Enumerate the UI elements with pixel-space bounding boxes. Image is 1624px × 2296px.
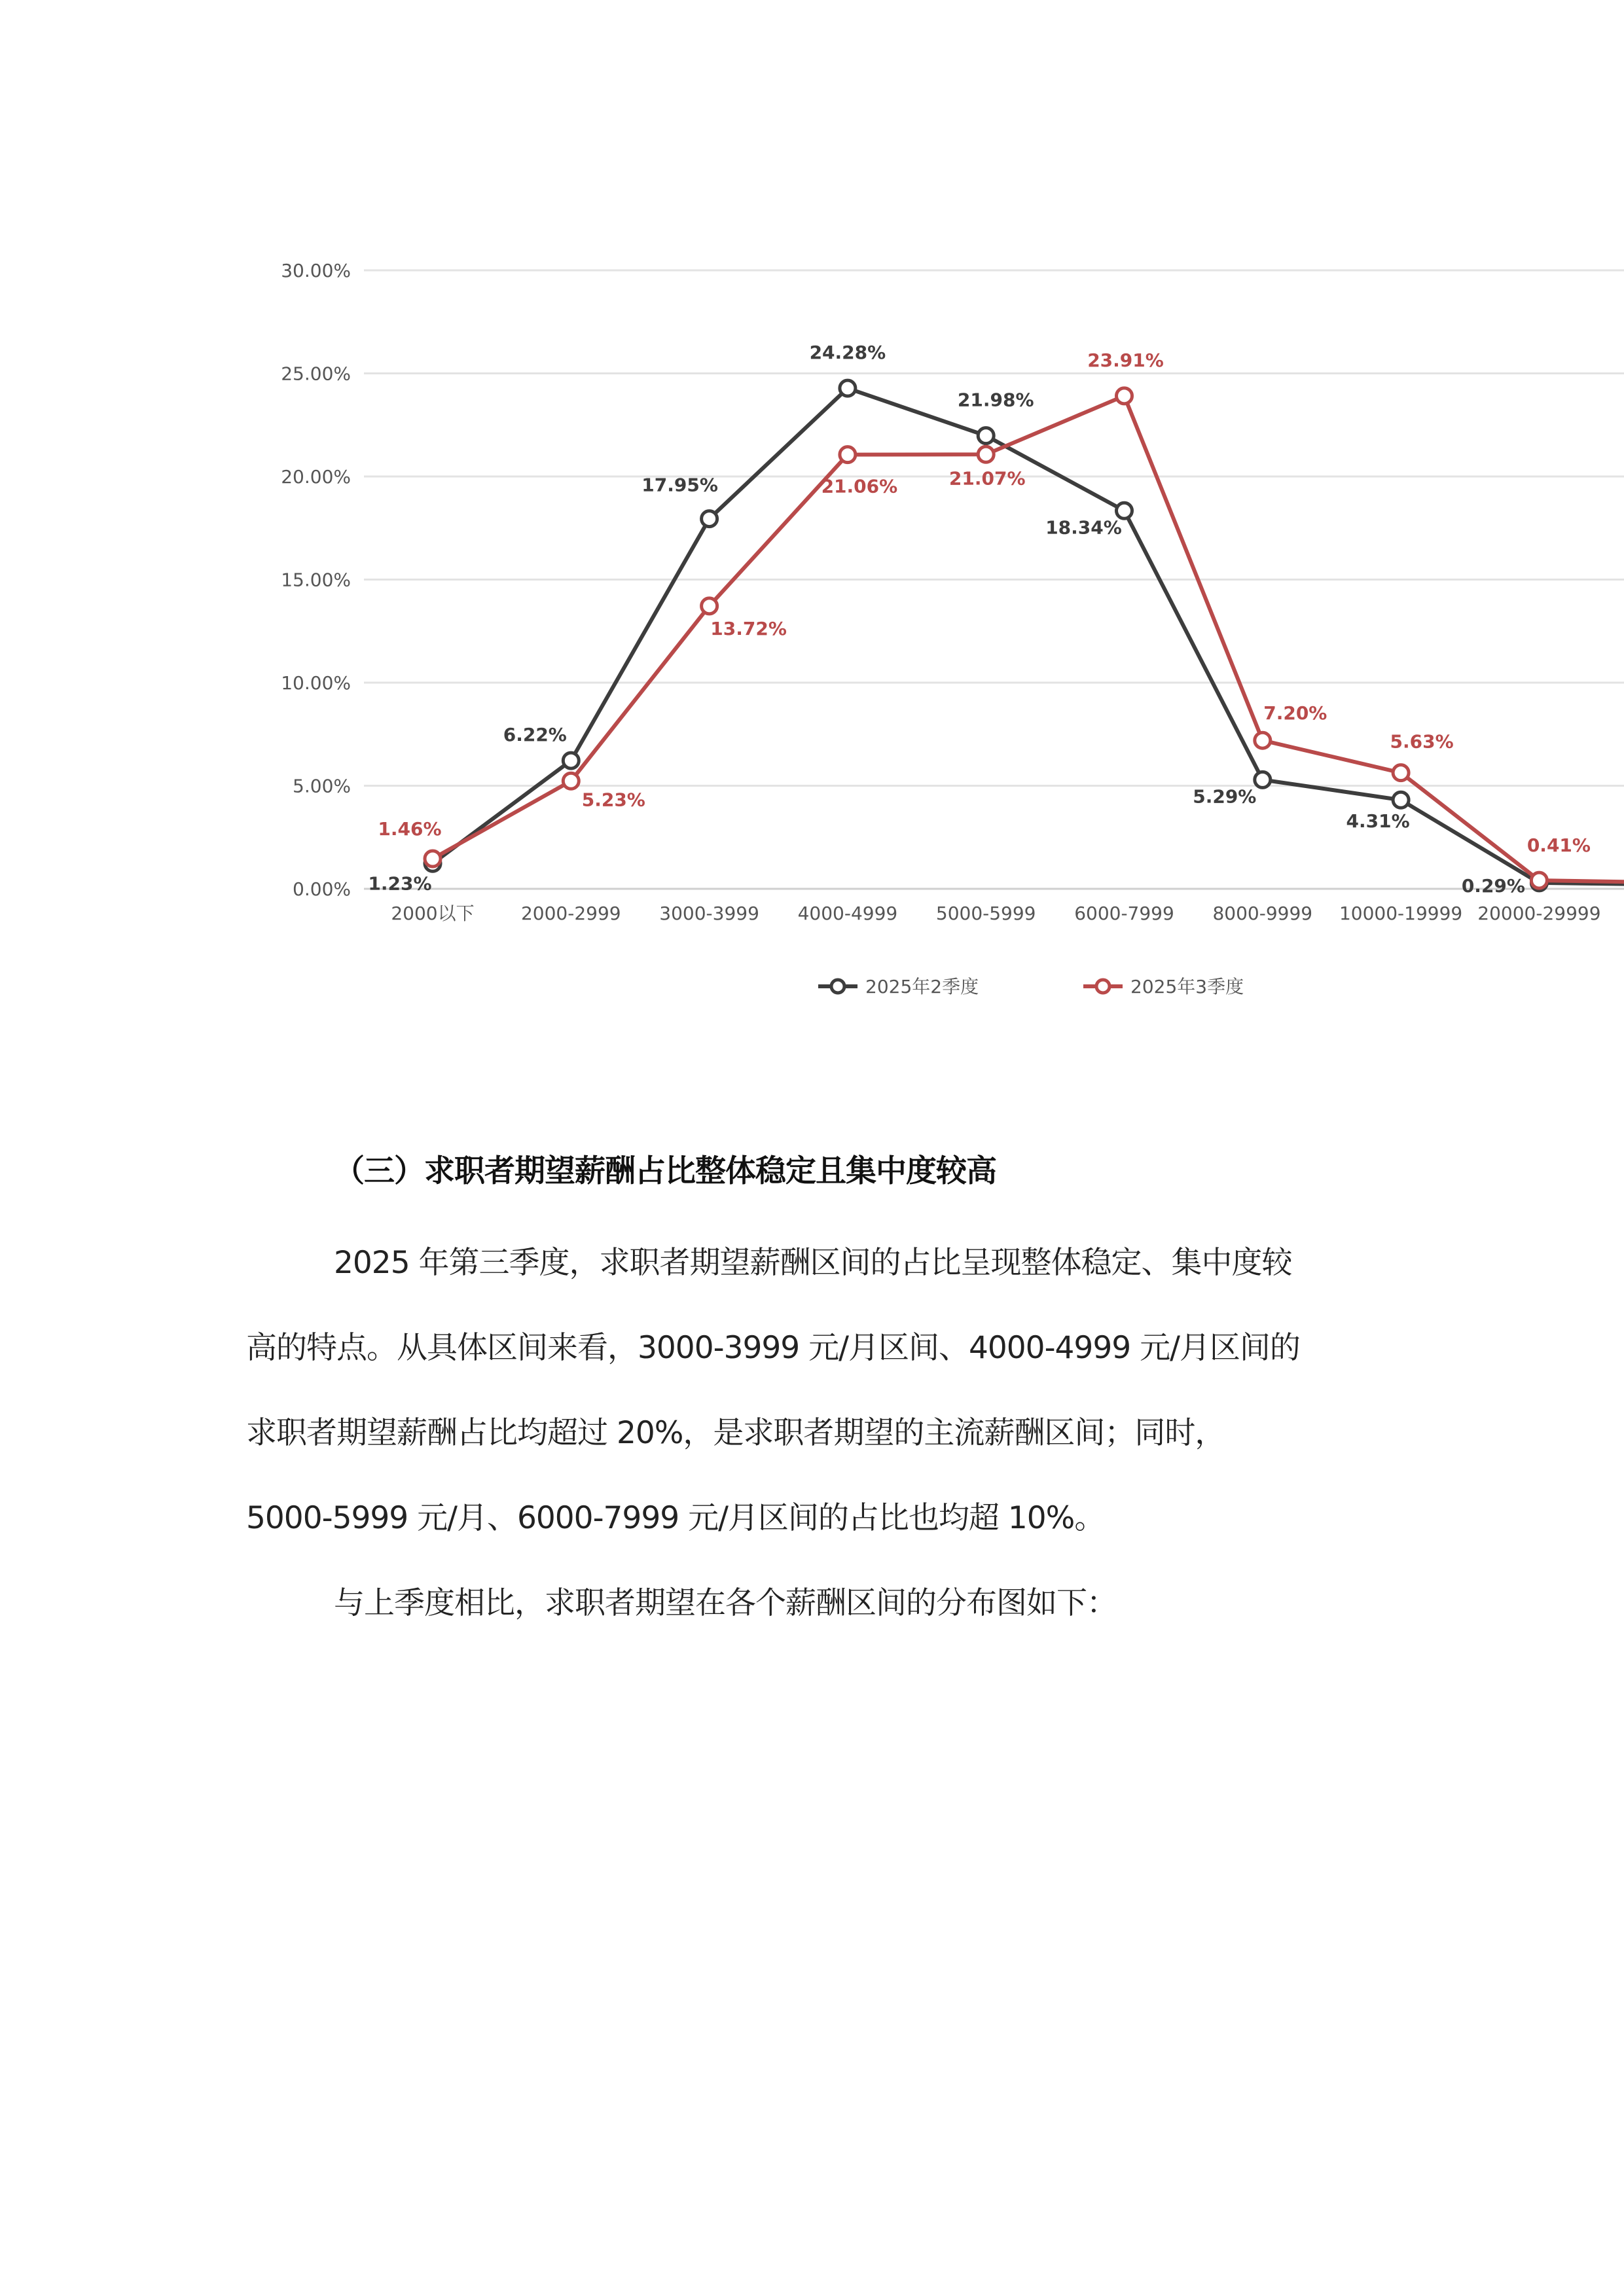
salary-expectation-line-chart [0,0,1624,1060]
data-label: 23.91% [1087,349,1164,371]
data-label: 5.23% [581,789,645,811]
y-tick-label: 20.00% [281,466,351,488]
legend-label-2: 2025年3季度 [1130,976,1244,997]
data-point [840,380,856,396]
paragraph-2: 与上季度相比，求职者期望在各个薪酬区间的分布图如下： [334,1585,1117,1621]
x-tick-label: 20000-29999 [1477,903,1601,924]
data-label: 13.72% [710,617,787,639]
legend-marker-1 [831,980,844,993]
legend-label-1: 2025年2季度 [865,976,979,997]
data-point [978,446,994,462]
data-point [702,598,717,614]
data-label: 1.23% [368,872,432,895]
data-label: 1.46% [378,818,442,840]
data-label: 7.20% [1263,702,1327,725]
x-tick-label: 6000-7999 [1074,903,1174,924]
section-heading: （三）求职者期望薪酬占比整体稳定且集中度较高 [334,1153,996,1189]
data-point [702,511,717,527]
paragraph-1-line-4: 5000-5999 元/月、6000-7999 元/月区间的占比也均超 10%。 [246,1500,1105,1536]
x-tick-label: 3000-3999 [659,903,759,924]
y-tick-label: 30.00% [281,260,351,281]
y-tick-label: 5.00% [293,775,351,797]
data-label: 0.29% [1461,874,1525,897]
legend-marker-2 [1096,980,1110,993]
data-label: 21.06% [821,475,898,497]
y-tick-label: 10.00% [281,672,351,694]
data-label: 6.22% [503,724,567,746]
y-tick-label: 25.00% [281,363,351,385]
x-tick-label: 5000-5999 [935,903,1036,924]
data-label: 17.95% [641,474,718,496]
data-point [425,851,441,867]
y-tick-label: 15.00% [281,569,351,591]
paragraph-1-line-3: 求职者期望薪酬占比均超过 20%，是求职者期望的主流薪酬区间；同时， [246,1415,1225,1451]
chart-svg [0,0,1624,1060]
data-label: 4.31% [1346,810,1410,833]
data-point [978,428,994,444]
data-label: 18.34% [1045,516,1122,539]
data-label: 5.63% [1390,730,1454,753]
data-point [1117,388,1132,404]
data-label: 21.98% [957,389,1034,411]
data-label: 5.29% [1193,785,1257,808]
x-tick-label: 10000-19999 [1339,903,1463,924]
data-point [1255,772,1271,787]
data-label: 24.28% [809,342,886,364]
data-point [1531,872,1547,888]
data-point [563,773,579,789]
data-point [1255,732,1271,748]
x-tick-label: 8000-9999 [1212,903,1313,924]
x-tick-label: 2000-2999 [520,903,621,924]
data-point [1393,765,1409,781]
data-point [563,753,579,768]
paragraph-1-line-2: 高的特点。从具体区间来看，3000-3999 元/月区间、4000-4999 元/月区间的 [246,1330,1300,1366]
x-tick-label: 2000以下 [391,903,475,924]
x-tick-label: 4000-4999 [797,903,898,924]
data-point [1393,792,1409,808]
data-label: 0.41% [1526,834,1591,857]
data-point [840,447,856,463]
y-tick-label: 0.00% [293,878,351,900]
data-label: 21.07% [948,467,1026,490]
paragraph-1-line-1: 2025 年第三季度，求职者期望薪酬区间的占比呈现整体稳定、集中度较 [334,1245,1292,1281]
